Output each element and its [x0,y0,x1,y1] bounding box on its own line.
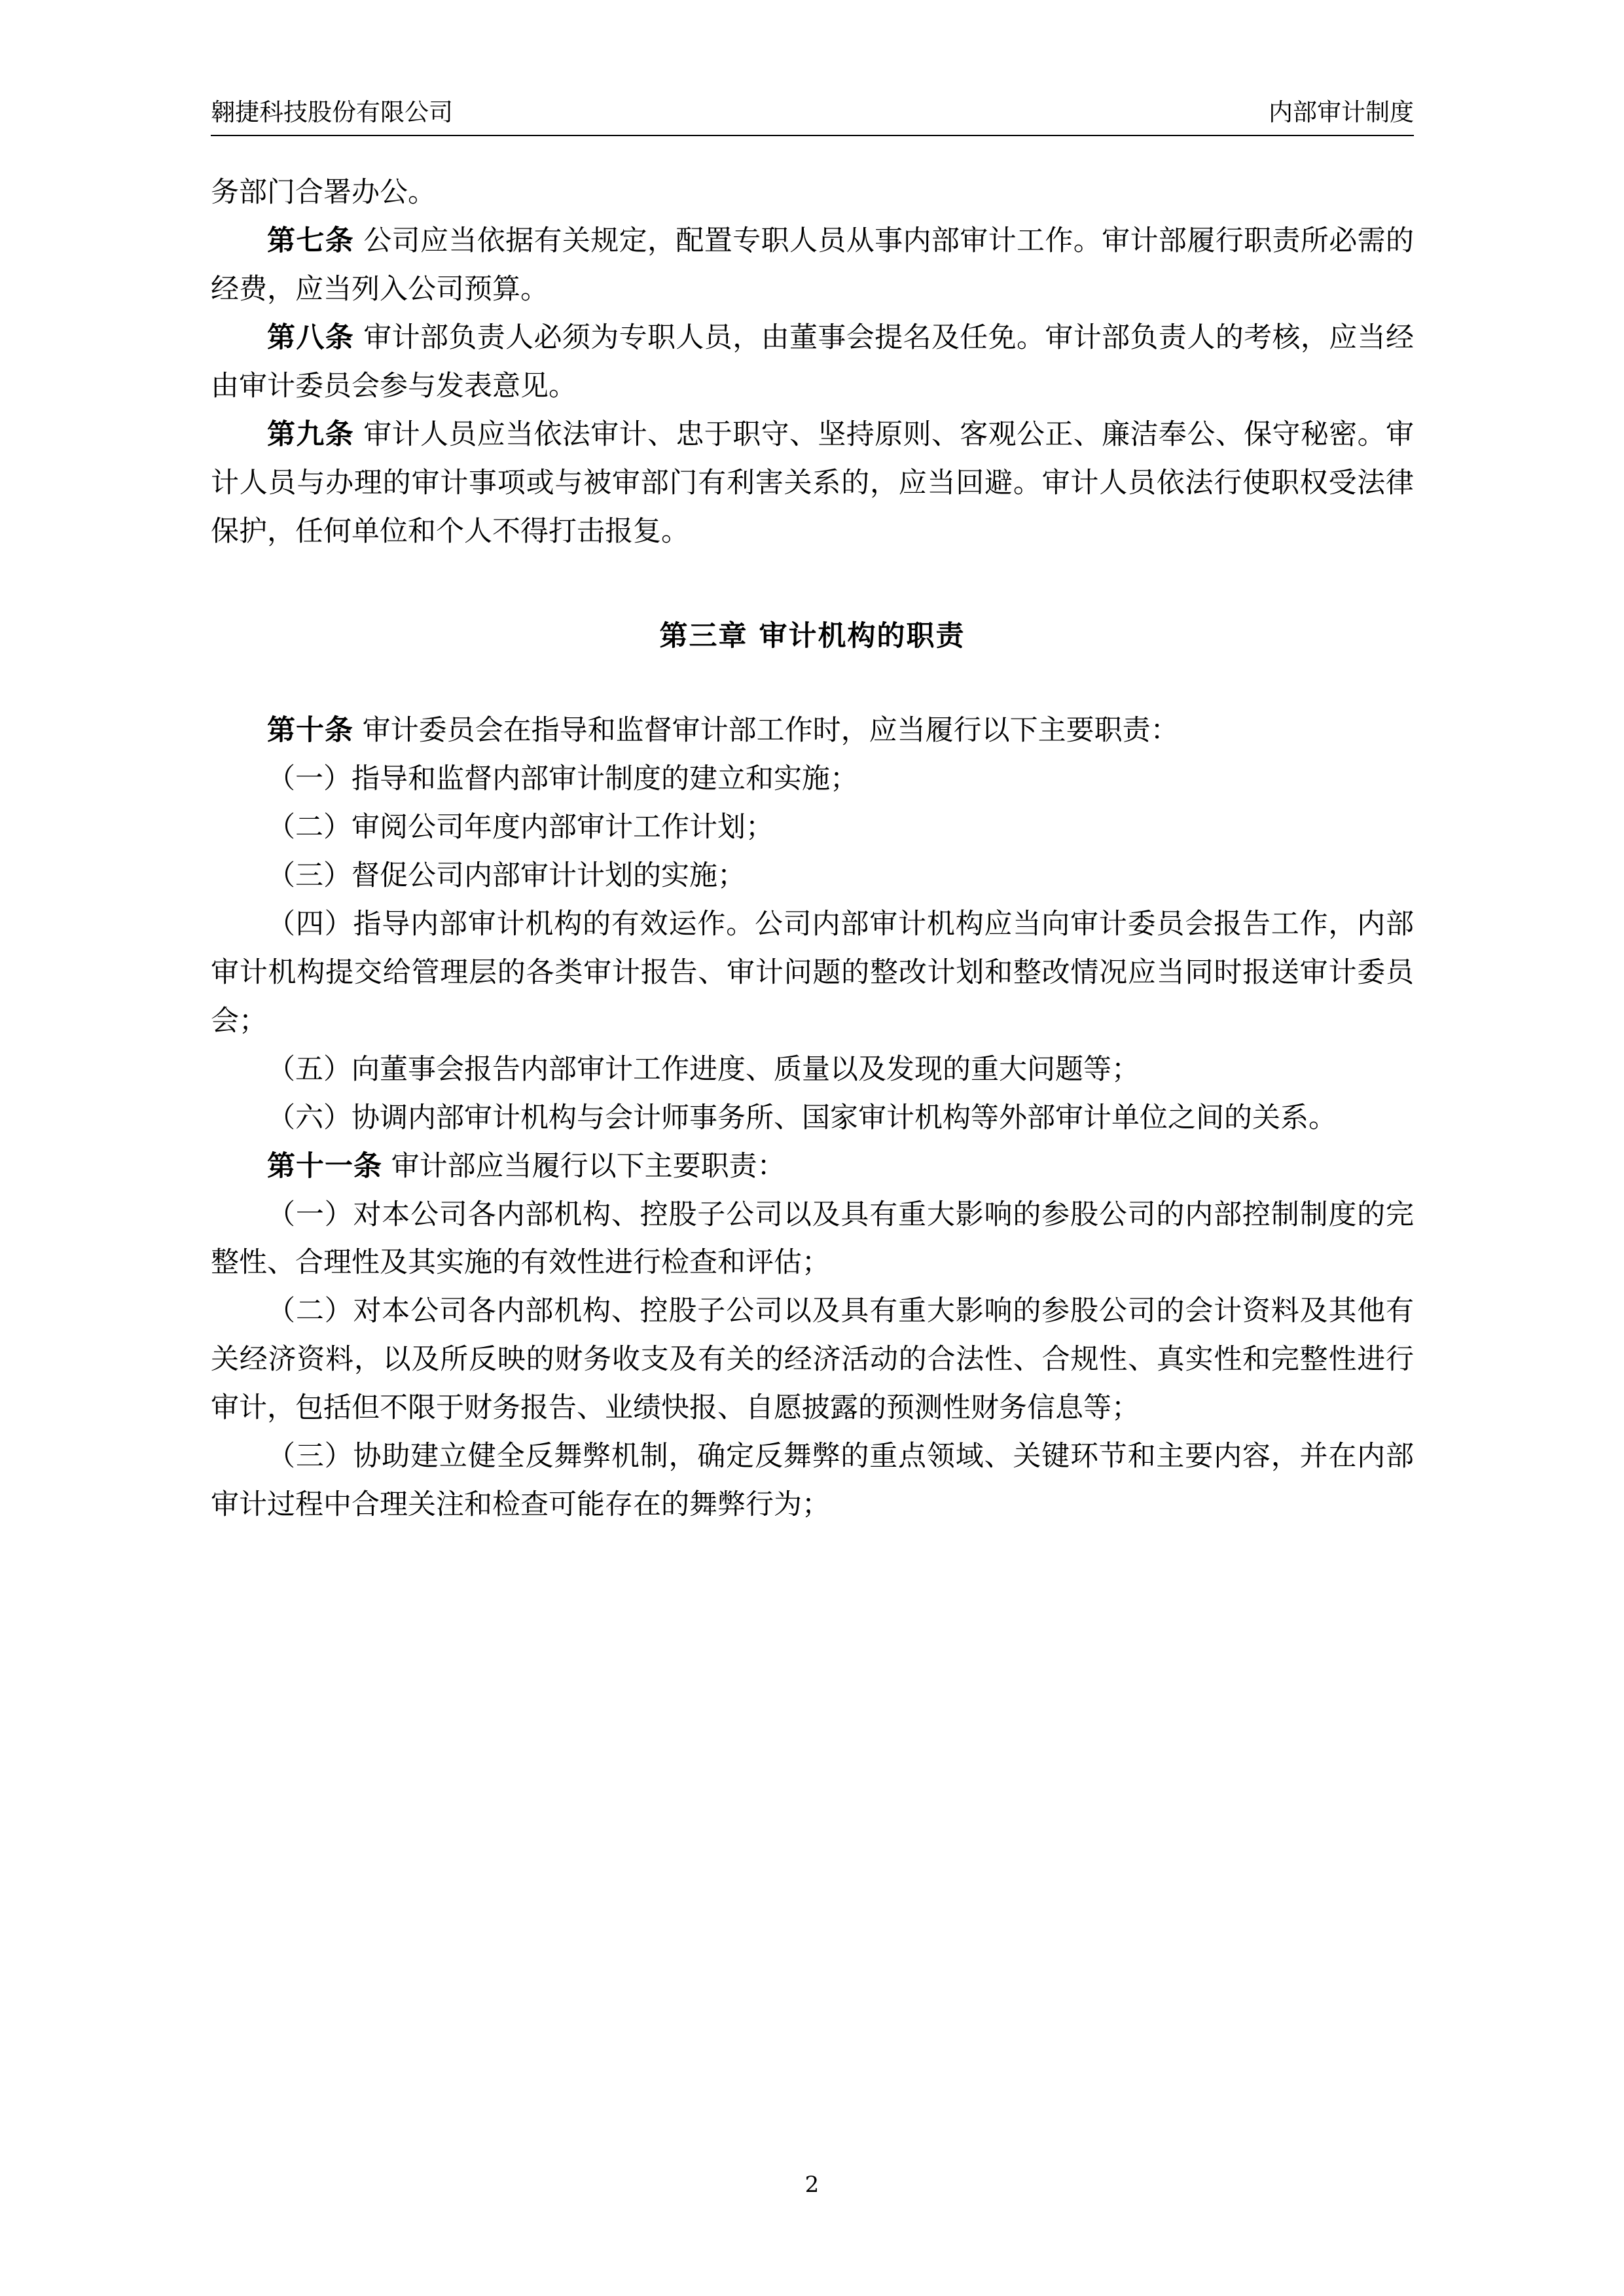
article-10-item-1: （一）指导和监督内部审计制度的建立和实施； [267,762,858,795]
page-number: 2 [804,2172,820,2198]
article-10-item-3: （三）督促公司内部审计计划的实施； [267,859,746,892]
article-11-item-2: （二）对本公司各内部机构、控股子公司以及具有重大影响的参股公司的会计资料及其他有关经济资料，以及所反映的财务收支及有关的经济活动的合法性、合规性、真实性和完整性进行审计，包括但不限于财务报告、业绩快报、自愿披露的预测性财务信息等； [211,1295,1414,1425]
article-10-text: 审计委员会在指导和监督审计部工作时，应当履行以下主要职责： [353,713,1179,747]
article-11-item-1: （一）对本公司各内部机构、控股子公司以及具有重大影响的参股公司的内部控制制度的完整性、合理性及其实施的有效性进行检查和评估； [211,1198,1414,1280]
article-10 [211,707,1414,755]
article-11-item-3: （三）协助建立健全反舞弊机制，确定反舞弊的重点领域、关键环节和主要内容，并在内部审计过程中合理关注和检查可能存在的舞弊行为； [211,1440,1414,1522]
page-content [211,98,1414,1530]
article-8-label: 第八条 [267,321,355,355]
document-body [211,169,1414,1530]
article-8 [211,314,1414,411]
article-11-text: 审计部应当履行以下主要职责： [382,1149,785,1183]
continued-paragraph: 务部门合署办公。 [211,176,436,209]
article-7 [211,217,1414,314]
article-10-item-5: （五）向董事会报告内部审计工作进度、质量以及发现的重大问题等； [267,1052,1140,1086]
header-company-name: 翱捷科技股份有限公司 [211,98,453,126]
article-10-item-2: （二）审阅公司年度内部审计工作计划； [267,810,774,844]
article-10-label: 第十条 [267,713,353,747]
page-header [211,98,1414,136]
article-8-text: 审计部负责人必须为专职人员，由董事会提名及任免。审计部负责人的考核，应当经由审计委员会参与发表意见。 [211,321,1415,403]
chapter-title: 第三章 审计机构的职责 [659,620,965,653]
article-9-label: 第九条 [267,418,355,452]
article-7-text: 公司应当依据有关规定，配置专职人员从事内部审计工作。审计部履行职责所必需的经费，应当列入公司预算。 [211,224,1415,306]
article-10-item-4: （四）指导内部审计机构的有效运作。公司内部审计机构应当向审计委员会报告工作，内部审计机构提交给管理层的各类审计报告、审计问题的整改计划和整改情况应当同时报送审计委员会； [211,907,1414,1037]
article-10-item-6: （六）协调内部审计机构与会计师事务所、国家审计机构等外部审计单位之间的关系。 [267,1101,1337,1134]
article-7-label: 第七条 [267,224,355,258]
article-9 [211,411,1414,556]
article-9-text: 审计人员应当依法审计、忠于职守、坚持原则、客观公正、廉洁奉公、保守秘密。审计人员与办理的审计事项或与被审部门有利害关系的，应当回避。审计人员依法行使职权受法律保护，任何单位和个人不得打击报复。 [211,418,1415,548]
article-11-label: 第十一条 [267,1149,382,1183]
article-11 [211,1143,1414,1191]
header-document-title: 内部审计制度 [1269,98,1414,126]
